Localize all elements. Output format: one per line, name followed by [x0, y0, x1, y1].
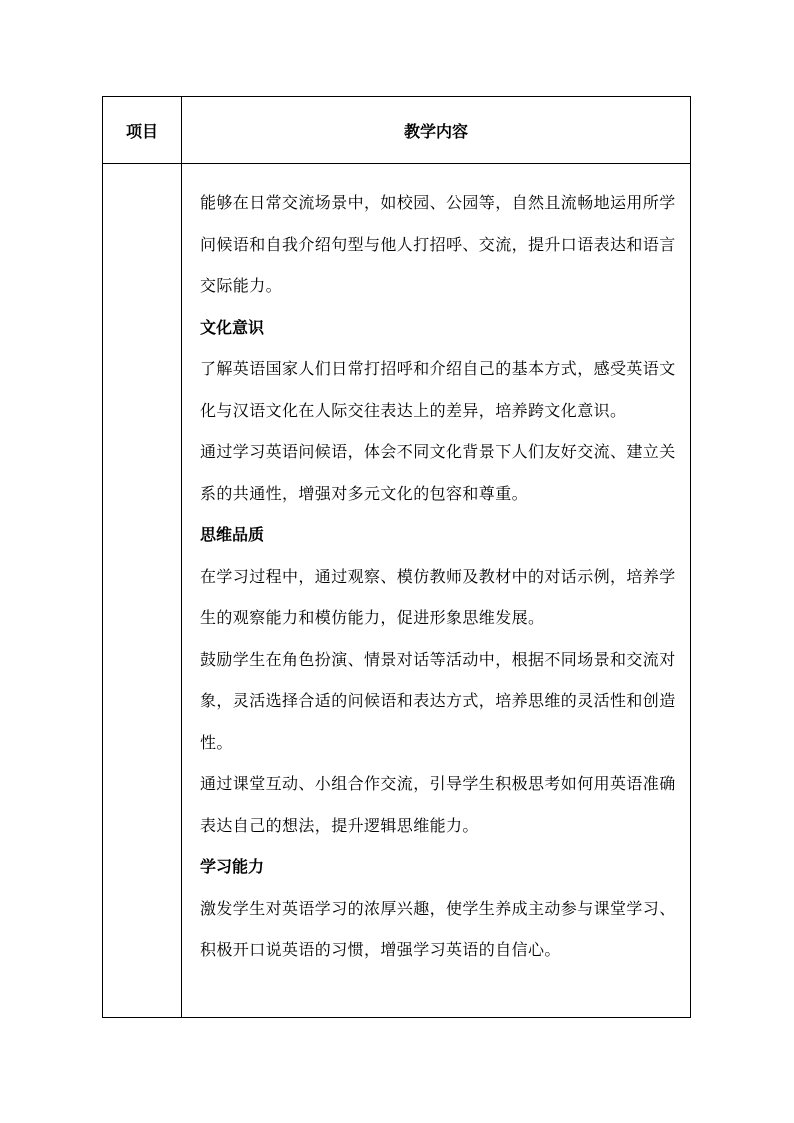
paragraph-thinking-1: 在学习过程中，通过观察、模仿教师及教材中的对话示例，培养学生的观察能力和模仿能力，促进形象思维发展。 — [200, 566, 676, 627]
lesson-table — [102, 96, 691, 1018]
paragraph-communication: 能够在日常交流场景中，如校园、公园等，自然且流畅地运用所学问候语和自我介绍句型与他人打招呼、交流，提升口语表达和语言交际能力。 — [200, 193, 676, 295]
header-divider — [103, 163, 690, 164]
paragraph-culture-2: 通过学习英语问候语，体会不同文化背景下人们友好交流、建立关系的共通性，增强对多元文化的包容和尊重。 — [200, 442, 676, 503]
paragraph-culture-1: 了解英语国家人们日常打招呼和介绍自己的基本方式，感受英语文化与汉语文化在人际交往表达上的差异，培养跨文化意识。 — [200, 359, 676, 420]
header-content-column: 教学内容 — [403, 121, 468, 141]
teaching-content-cell — [200, 182, 680, 971]
section-heading-learning: 学习能力 — [200, 857, 265, 876]
header-item-column: 项目 — [125, 121, 158, 141]
section-heading-thinking: 思维品质 — [200, 525, 265, 544]
paragraph-thinking-3: 通过课堂互动、小组合作交流，引导学生积极思考如何用英语准确表达自己的想法，提升逻辑思维能力。 — [200, 774, 676, 835]
column-divider — [181, 97, 182, 1017]
paragraph-thinking-2: 鼓励学生在角色扮演、情景对话等活动中，根据不同场景和交流对象，灵活选择合适的问候语和表达方式，培养思维的灵活性和创造性。 — [200, 649, 676, 752]
section-heading-culture: 文化意识 — [200, 317, 265, 337]
paragraph-learning: 激发学生对英语学习的浓厚兴趣，使学生养成主动参与课堂学习、积极开口说英语的习惯，增强学习英语的自信心。 — [200, 898, 676, 959]
